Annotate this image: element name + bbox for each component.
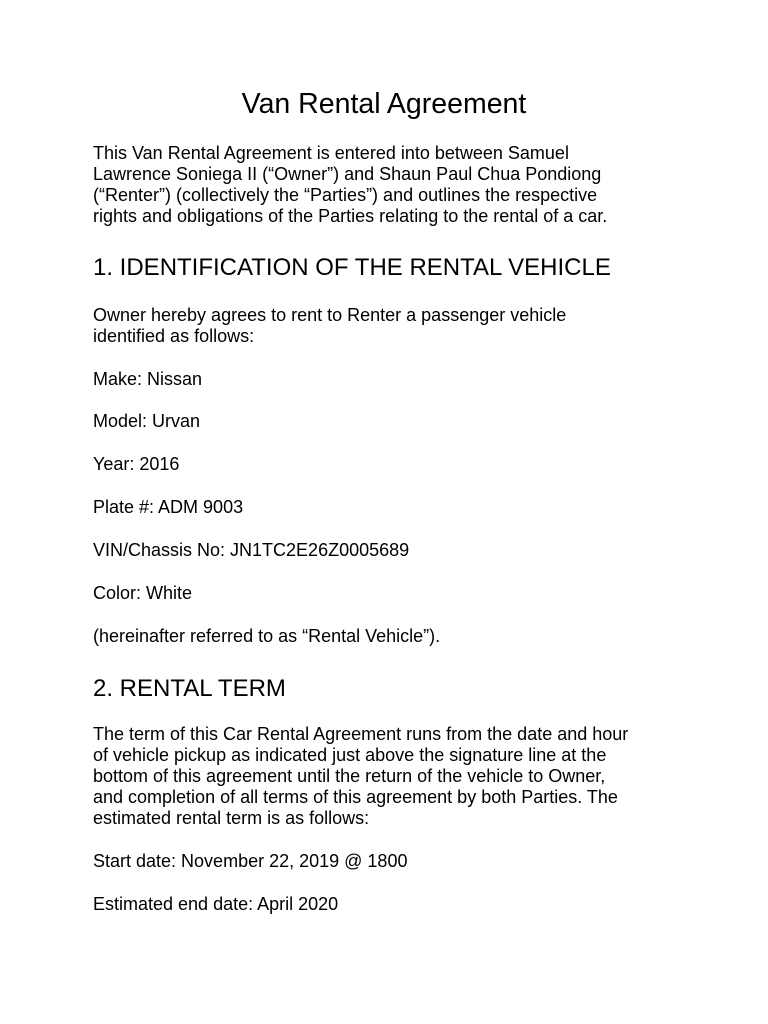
vehicle-make: Make: Nissan — [93, 369, 203, 389]
intro-line: rights and obligations of the Parties relating to the rental of a car. — [93, 206, 608, 226]
intro-line: (“Renter”) (collectively the “Parties”) and outlines the respective — [93, 185, 598, 205]
start-date: Start date: November 22, 2019 @ 1800 — [93, 851, 408, 871]
rental-vehicle-definition: (hereinafter referred to as “Rental Vehicle”). — [93, 626, 441, 646]
section-2-heading: 2. RENTAL TERM — [93, 675, 286, 702]
estimated-end-date: Estimated end date: April 2020 — [93, 894, 339, 914]
vehicle-vin: VIN/Chassis No: JN1TC2E26Z0005689 — [93, 540, 410, 560]
section-2-line: bottom of this agreement until the return of the vehicle to Owner, — [93, 766, 606, 786]
section-1-intro-line: Owner hereby agrees to rent to Renter a passenger vehicle — [93, 305, 567, 325]
intro-line: Lawrence Soniega II (“Owner”) and Shaun Paul Chua Pondiong — [93, 164, 602, 184]
section-2-line: The term of this Car Rental Agreement runs from the date and hour — [93, 724, 629, 744]
section-2-line: of vehicle pickup as indicated just above the signature line at the — [93, 745, 607, 765]
vehicle-plate: Plate #: ADM 9003 — [93, 497, 244, 517]
vehicle-year: Year: 2016 — [93, 454, 180, 474]
section-2-line: estimated rental term is as follows: — [93, 808, 370, 828]
vehicle-color: Color: White — [93, 583, 193, 603]
intro-line: This Van Rental Agreement is entered into between Samuel — [93, 143, 569, 163]
section-1-heading: 1. IDENTIFICATION OF THE RENTAL VEHICLE — [93, 254, 611, 281]
document-title: Van Rental Agreement — [241, 88, 527, 120]
section-1-intro-line: identified as follows: — [93, 326, 255, 346]
vehicle-model: Model: Urvan — [93, 411, 201, 431]
section-2-line: and completion of all terms of this agreement by both Parties. The — [93, 787, 618, 807]
